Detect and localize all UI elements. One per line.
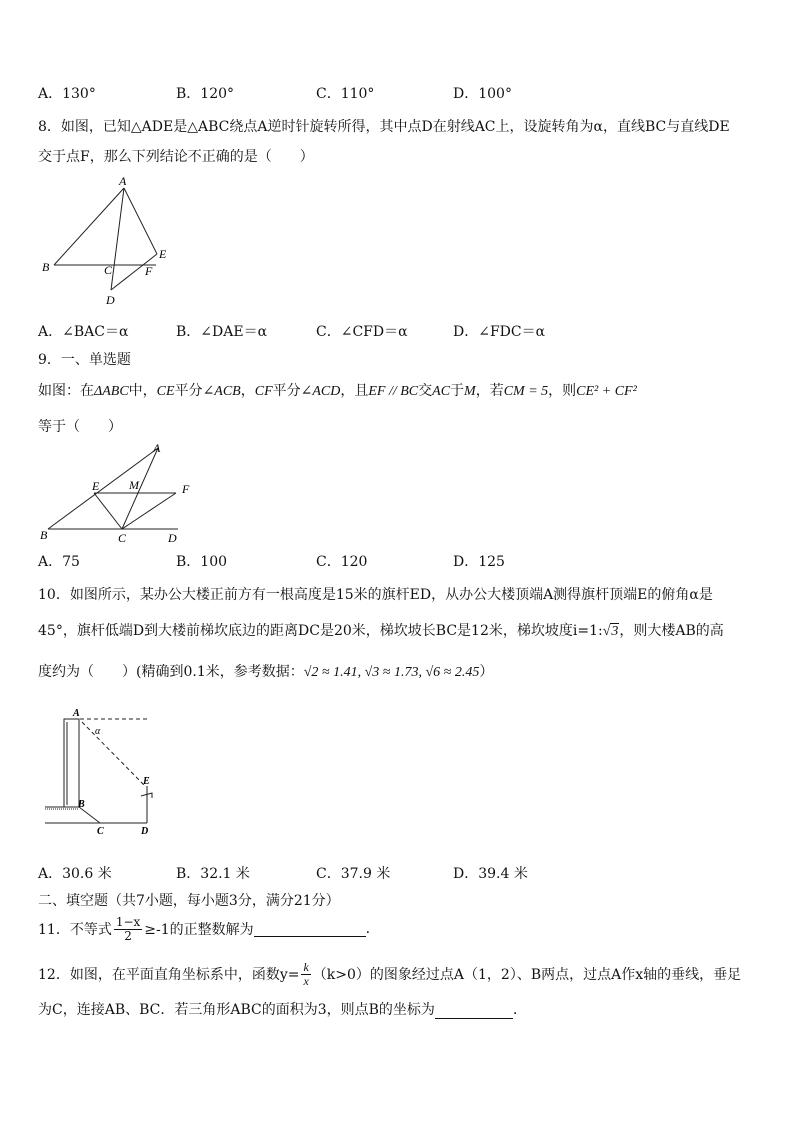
q8-label-f: F [145, 264, 153, 278]
q8-option-a: A．∠BAC＝α [38, 324, 129, 340]
q10-text-line2: 45°，旗杆低端D到大楼前梯坎底边的距离DC是20米，梯坎坡长BC是12米，梯坎坡度i=1:√3，则大楼AB的高 [38, 623, 724, 639]
q9-header: 9．一、单选题 [38, 352, 131, 368]
q12-text-line2: 为C，连接AB、BC．若三角形ABC的面积为3，则点B的坐标为 ． [38, 1002, 527, 1018]
q10-option-d: D．39.4 米 [453, 866, 528, 882]
q8-option-b: B．∠DAE＝α [176, 324, 268, 340]
q7-option-a: A．130° [38, 86, 96, 102]
q8-option-c: C．∠CFD＝α [316, 324, 408, 340]
q10-option-a: A．30.6 米 [38, 866, 112, 882]
q9-label-e: E [92, 479, 100, 493]
q12-text-line1: 12．如图，在平面直角坐标系中，函数y= $\frac{k}{x}$ （k>0）的图象经过点A（1，2）、B两点，过点A作x轴的垂线，垂足 [38, 959, 742, 988]
q9-label-m: M [129, 478, 139, 492]
q8-text-line1: 8．如图，已知△ADE是△ABC绕点A逆时针旋转所得，其中点D在射线AC上，设旋转角为α，直线BC与直线DE [38, 119, 730, 135]
section-heading: 二、填空题（共7小题，每小题3分，满分21分） [38, 893, 340, 909]
q10-figure [40, 700, 170, 840]
q8-label-d: D [106, 293, 115, 307]
q10-label-d: D [141, 826, 149, 837]
q9-label-d: D [168, 531, 177, 545]
q7-option-d: D．100° [453, 86, 512, 102]
q11-text: 11．不等式 $\frac{1-x}{2}$ ≥-1的正整数解为 . [38, 914, 371, 943]
q10-label-e: E [143, 776, 150, 787]
q8-label-b: B [42, 260, 50, 274]
q7-option-b: B．120° [176, 86, 235, 102]
q9-text-line1: 如图：在ΔABC中，CE平分∠ACB，CF平分∠ACD，且EF // BC交AC于M，若CM = 5，则CE² + CF² [38, 383, 637, 399]
q7-option-c: C．110° [316, 86, 375, 102]
q8-figure [36, 172, 186, 312]
q12-answer-blank [435, 1004, 513, 1019]
q10-text-line1: 10．如图所示，某办公大楼正前方有一根高度是15米的旗杆ED，从办公大楼顶端A测得旗杆顶端E的俯角α是 [38, 587, 713, 603]
q8-label-a: A [119, 174, 127, 188]
q9-figure [36, 440, 196, 546]
q9-label-c: C [118, 531, 127, 545]
q9-label-a: A [153, 441, 161, 455]
q10-label-c: C [97, 826, 104, 837]
q10-label-a: A [73, 708, 80, 719]
q8-option-d: D．∠FDC＝α [453, 324, 546, 340]
q9-label-b: B [40, 528, 48, 542]
q8-label-c: C [104, 263, 113, 277]
q10-label-b: B [78, 799, 85, 810]
q9-label-f: F [182, 482, 190, 496]
q11-answer-blank [254, 922, 366, 937]
q9-text-line2: 等于（ ） [38, 419, 122, 435]
q8-text-line2: 交于点F，那么下列结论不正确的是（ ） [38, 149, 314, 165]
q9-option-b: B．100 [176, 554, 228, 570]
q11-fraction: $\frac{1-x}{2}$ [115, 914, 141, 943]
q12-fraction: $\frac{k}{x}$ [303, 959, 309, 988]
q10-label-alpha: α [95, 726, 101, 737]
q9-option-d: D．125 [453, 554, 505, 570]
q10-option-c: C．37.9 米 [316, 866, 391, 882]
q9-option-c: C．120 [316, 554, 368, 570]
q9-option-a: A．75 [38, 554, 80, 570]
q10-text-line3: 度约为（ ）(精确到0.1米，参考数据：√2 ≈ 1.41, √3 ≈ 1.73, √6 ≈ 2.45） [38, 664, 494, 680]
q10-option-b: B．32.1 米 [176, 866, 250, 882]
q8-label-e: E [159, 247, 167, 261]
